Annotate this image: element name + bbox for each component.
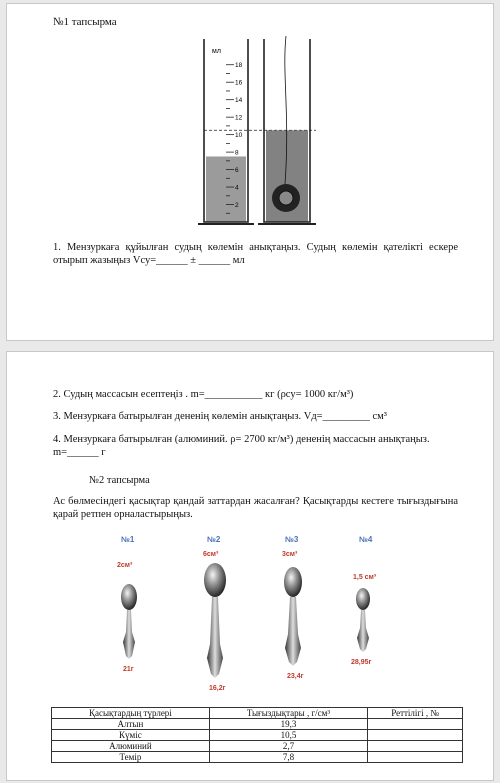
question-1: 1. Мензуркаға құйылған судың көлемін анықтаңыз. Судың көлемін қателікті ескере отырып жазыңыз Vсу=______ ± ______ мл (53, 242, 458, 266)
question-2: 2. Судың массасын есептеңіз . m=___________ кг (ρсу= 1000 кг/м³) (53, 389, 354, 400)
table-row (52, 741, 463, 752)
scale-tick-label: 6 (235, 167, 239, 175)
scale-tick-label: 2 (235, 202, 239, 210)
spoon-3-volume: 3см³ (282, 551, 298, 558)
order-cell[interactable] (368, 730, 463, 741)
material-cell: Алюминий (52, 741, 210, 752)
scale-tick-label: 4 (235, 184, 239, 192)
density-cell: 7,8 (209, 752, 367, 763)
scale-tick-label: 16 (235, 79, 243, 87)
task2-question: Ас бөлмесіндегі қасықтар қандай заттардан жасалған? Қасықтарды кестеге тығыздығына қарай ретпен орналастырыңыз. (53, 496, 458, 520)
spoon-3-label: №3 (285, 535, 299, 544)
spoon-2-mass: 16,2г (209, 685, 226, 692)
spoon-4-label: №4 (359, 535, 373, 544)
scale-tick-label: 10 (235, 132, 243, 140)
spoon-1-label: №1 (121, 535, 135, 544)
table-row (52, 719, 463, 730)
table-row (52, 730, 463, 741)
cylinder-left (198, 39, 254, 224)
spoon-1-volume: 2см³ (117, 562, 133, 569)
scale-tick-label: 8 (235, 149, 239, 157)
spoon-2-label: №2 (207, 535, 221, 544)
order-cell[interactable] (368, 752, 463, 763)
table-row (52, 752, 463, 763)
scale-tick-label: 14 (235, 97, 243, 105)
spoon-3-mass: 23,4г (287, 673, 304, 680)
table-header: Реттілігі , № (368, 708, 463, 719)
spoon-4-mass: 28,95г (351, 659, 372, 666)
question-3: 3. Мензуркаға батырылған дененің көлемін анықтаңыз. Vд=_________ см³ (53, 411, 387, 422)
material-cell: Күміс (52, 730, 210, 741)
task1-title: №1 тапсырма (53, 16, 117, 28)
task2-title: №2 тапсырма (89, 475, 150, 486)
order-cell[interactable] (368, 741, 463, 752)
spoon-3 (282, 535, 304, 680)
table-header-row (52, 708, 463, 719)
measuring-cylinders-figure (190, 34, 320, 229)
spoon-2-volume: 6см³ (203, 551, 219, 558)
density-cell: 19,3 (209, 719, 367, 730)
spoon-2 (203, 535, 226, 692)
spoon-1-mass: 21г (123, 666, 134, 673)
table-header: Тығыздықтары , г/см³ (209, 708, 367, 719)
task2-card (6, 351, 494, 781)
table-header: Қасықтардың түрлері (52, 708, 210, 719)
spoons-figure (107, 534, 417, 696)
order-cell[interactable] (368, 719, 463, 730)
cylinder-unit: мл (212, 48, 221, 55)
scale-tick-label: 18 (235, 62, 243, 70)
density-cell: 10,5 (209, 730, 367, 741)
spoon-4-volume: 1,5 см³ (353, 574, 377, 581)
scale-tick-label: 12 (235, 114, 243, 122)
density-cell: 2,7 (209, 741, 367, 752)
material-cell: Алтын (52, 719, 210, 730)
water-left (206, 156, 246, 222)
metal-nut-hole (279, 191, 293, 205)
material-cell: Темір (52, 752, 210, 763)
density-table (51, 707, 463, 763)
question-4: 4. Мензуркаға батырылған (алюминий. ρ= 2700 кг/м³) дененің массасын анықтаңыз. m=______ г (53, 434, 430, 458)
task1-card (6, 3, 494, 341)
spoon-4 (351, 535, 377, 666)
spoon-1 (117, 535, 137, 673)
